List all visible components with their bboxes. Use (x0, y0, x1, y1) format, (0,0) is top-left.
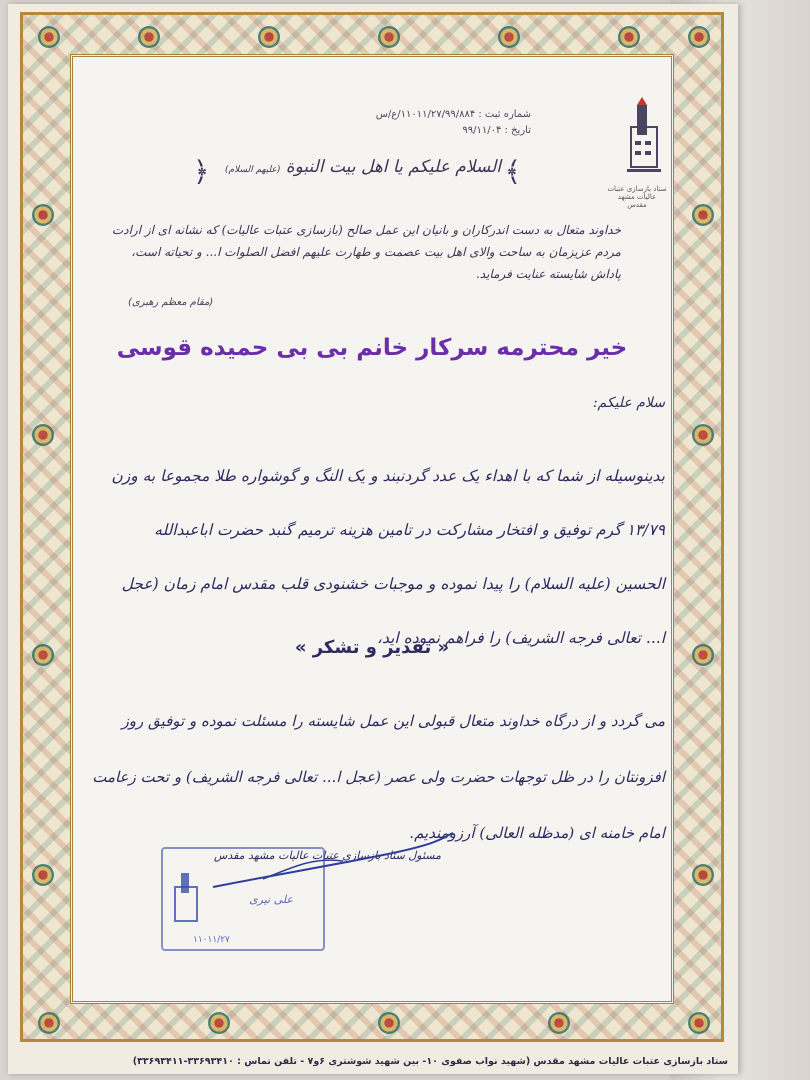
border-rosette-icon (32, 864, 54, 886)
greeting: سلام علیکم: (592, 395, 665, 411)
registration-number: شماره ثبت : ۱۱۰۱۱/۲۷/۹۹/۸۸۴/ع/س (375, 109, 531, 120)
border-rosette-icon (138, 26, 160, 48)
signatory-title: مسئول ستاد بازسازی عتبات عالیات مشهد مقدس (213, 849, 441, 862)
recipient-heading: خیر محترمه سرکار خانم بی بی حمیده قوسی (116, 335, 628, 361)
border-rosette-icon (688, 1012, 710, 1034)
letter-content (73, 57, 671, 1001)
border-rosette-icon (618, 26, 640, 48)
border-rosette-icon (692, 424, 714, 446)
border-rosette-icon (548, 1012, 570, 1034)
stamp-number: ۱۱۰۱۱/۲۷ (193, 935, 230, 945)
stamp-emblem-icon (171, 869, 201, 924)
document-date: تاریخ : ۹۹/۱۱/۰۴ (462, 125, 531, 136)
handwritten-signature-icon (203, 827, 463, 897)
quote-source: (مقام معظم رهبری) (128, 297, 214, 308)
salutation-bracket-right: ﴾ (504, 155, 521, 188)
leader-quote: خداوند متعال به دست اندرکاران و بانیان این عمل صالح (بازسازی عتبات عالیات) که نشانه ای از ارادت مردم عزیزمان به ساحت والای اهل بیت عصمت و طهارت علیهم افضل الصلوات ا... و تحیاته است، پاداش شایسته عنایت فرماید. (111, 223, 621, 281)
organization-logo-caption: ستاد بازسازی عتبات عالیات مشهد مقدس (607, 185, 667, 209)
salutation-text: السلام علیکم یا اهل بیت النبوة (285, 157, 501, 177)
border-rosette-icon (38, 1012, 60, 1034)
organization-logo-icon (623, 97, 663, 185)
border-rosette-icon (208, 1012, 230, 1034)
letter-body: بدینوسیله از شما که با اهداء یک عدد گردنبند و یک النگ و گوشواره طلا مجموعا به وزن ۱۳/۷۹ گرم توفیق و افتخار مشارکت در تامین هزینه ترمیم گنبد حضرت اباعبدالله الحسین (علیه السلام) را پیدا نموده و موجبات خشنودی قلب مقدس امام زمان (عجل ا... تعالی فرجه الشریف) را فراهم نموده اید، (111, 467, 665, 647)
salutation-line (213, 157, 513, 177)
letter-closing: می گردد و از درگاه خداوند متعال قبولی این عمل شایسته را مسئلت نموده و توفیق روز افزونتان را در ظل توجهات حضرت ولی عصر (عجل ا... تعالی فرجه الشریف) و تحت زعامت امام خامنه ای (مدظله العالی) آرزومندیم. (92, 712, 665, 842)
border-rosette-icon (378, 1012, 400, 1034)
document-sheet (8, 4, 738, 1074)
border-rosette-icon (32, 204, 54, 226)
border-rosette-icon (378, 26, 400, 48)
border-rosette-icon (688, 26, 710, 48)
border-rosette-icon (692, 644, 714, 666)
border-rosette-icon (692, 204, 714, 226)
border-rosette-icon (32, 424, 54, 446)
border-rosette-icon (32, 644, 54, 666)
salutation-suffix: (علیهم السلام) (225, 165, 281, 175)
thanks-title: « تقدیر و تشکر » (294, 637, 450, 658)
border-rosette-icon (258, 26, 280, 48)
footer-address: ستاد بازسازی عتبات عالیات مشهد مقدس (شهید نواب صفوی ۱۰- بین شهید شوشتری ۶و۷ - تلفن تماس : ۳۳۶۹۳۴۱۰-۳۳۶۹۳۴۱۱) (132, 1056, 728, 1067)
border-rosette-icon (498, 26, 520, 48)
border-rosette-icon (38, 26, 60, 48)
salutation-bracket-left: ﴿ (193, 155, 210, 188)
border-rosette-icon (692, 864, 714, 886)
signatory-name: علی نیری (249, 893, 293, 906)
document-metadata (376, 107, 531, 139)
